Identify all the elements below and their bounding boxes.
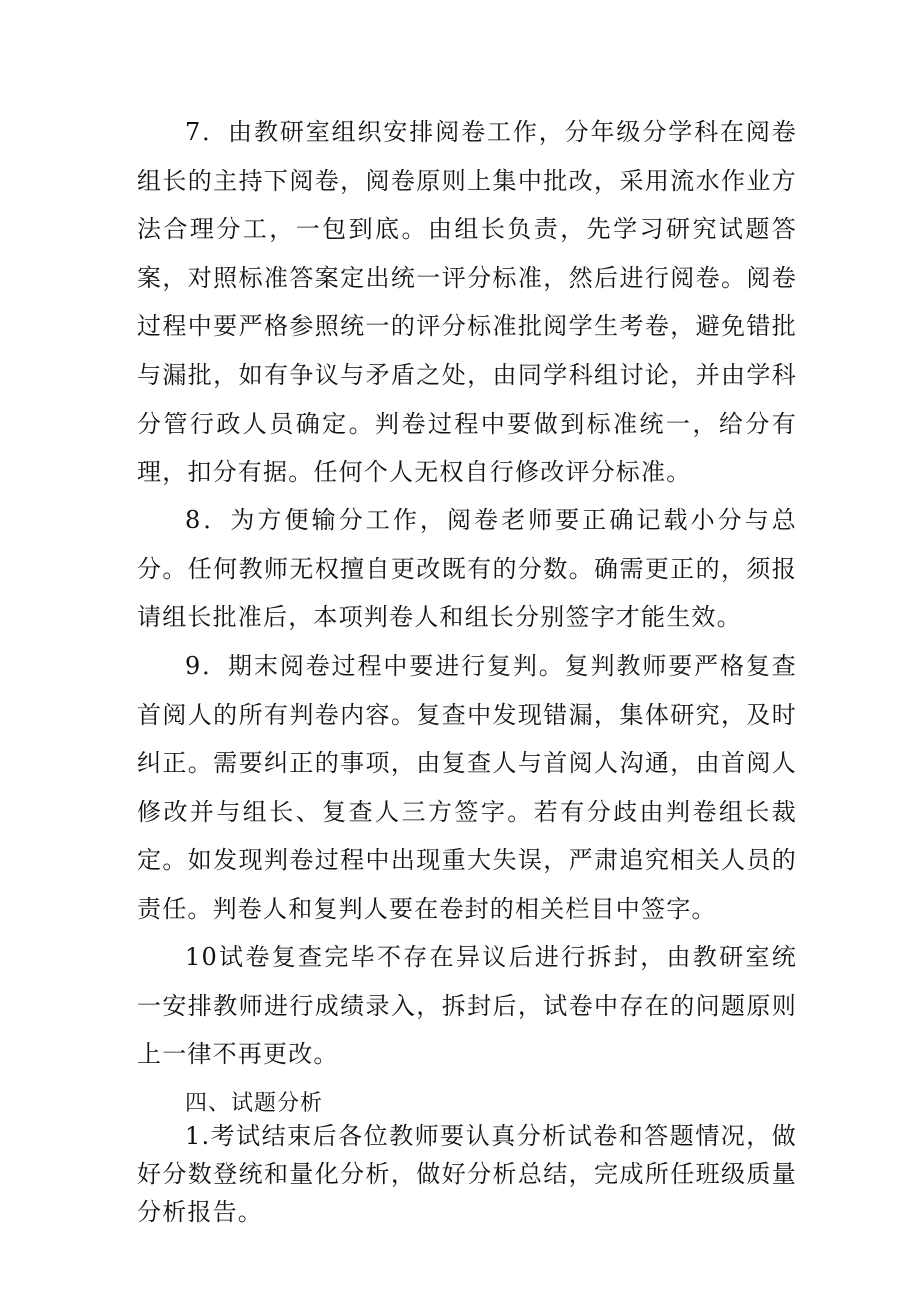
paragraph-item-9: 9．期末阅卷过程中要进行复判。复判教师要严格复查首阅人的所有判卷内容。复查中发现错漏，集体研究，及时纠正。需要纠正的事项，由复查人与首阅人沟通，由首阅人修改并与组长、复查人三方签字。若有分歧由判卷组长裁定。如发现判卷过程中出现重大失误，严肃追究相关人员的责任。判卷人和复判人要在卷封的相关栏目中签字。 <box>137 652 797 923</box>
paragraph-item-8: 8．为方便输分工作，阅卷老师要正确记载小分与总分。任何教师无权擅自更改既有的分数。确需更正的，须报请组长批准后，本项判卷人和组长分别签字才能生效。 <box>137 506 797 632</box>
paragraph-item-7: 7．由教研室组织安排阅卷工作，分年级分学科在阅卷组长的主持下阅卷，阅卷原则上集中批改，采用流水作业方法合理分工，一包到底。由组长负责，先学习研究试题答案，对照标准答案定出统一评分标准，然后进行阅卷。阅卷过程中要严格参照统一的评分标准批阅学生考卷，避免错批与漏批，如有争议与矛盾之处，由同学科组讨论，并由学科分管行政人员确定。判卷过程中要做到标准统一，给分有理，扣分有据。任何个人无权自行修改评分标准。 <box>137 118 797 487</box>
paragraph-item-10: 10试卷复查完毕不存在异议后进行拆封，由教研室统一安排教师进行成绩录入，拆封后，试卷中存在的问题原则上一律不再更改。 <box>137 943 797 1069</box>
paragraph-analysis-item-1: 1.考试结束后各位教师要认真分析试卷和答题情况，做好分数登统和量化分析，做好分析总结，完成所任班级质量分析报告。 <box>137 1122 797 1226</box>
section-heading-test-analysis: 四、试题分析 <box>185 1091 324 1116</box>
